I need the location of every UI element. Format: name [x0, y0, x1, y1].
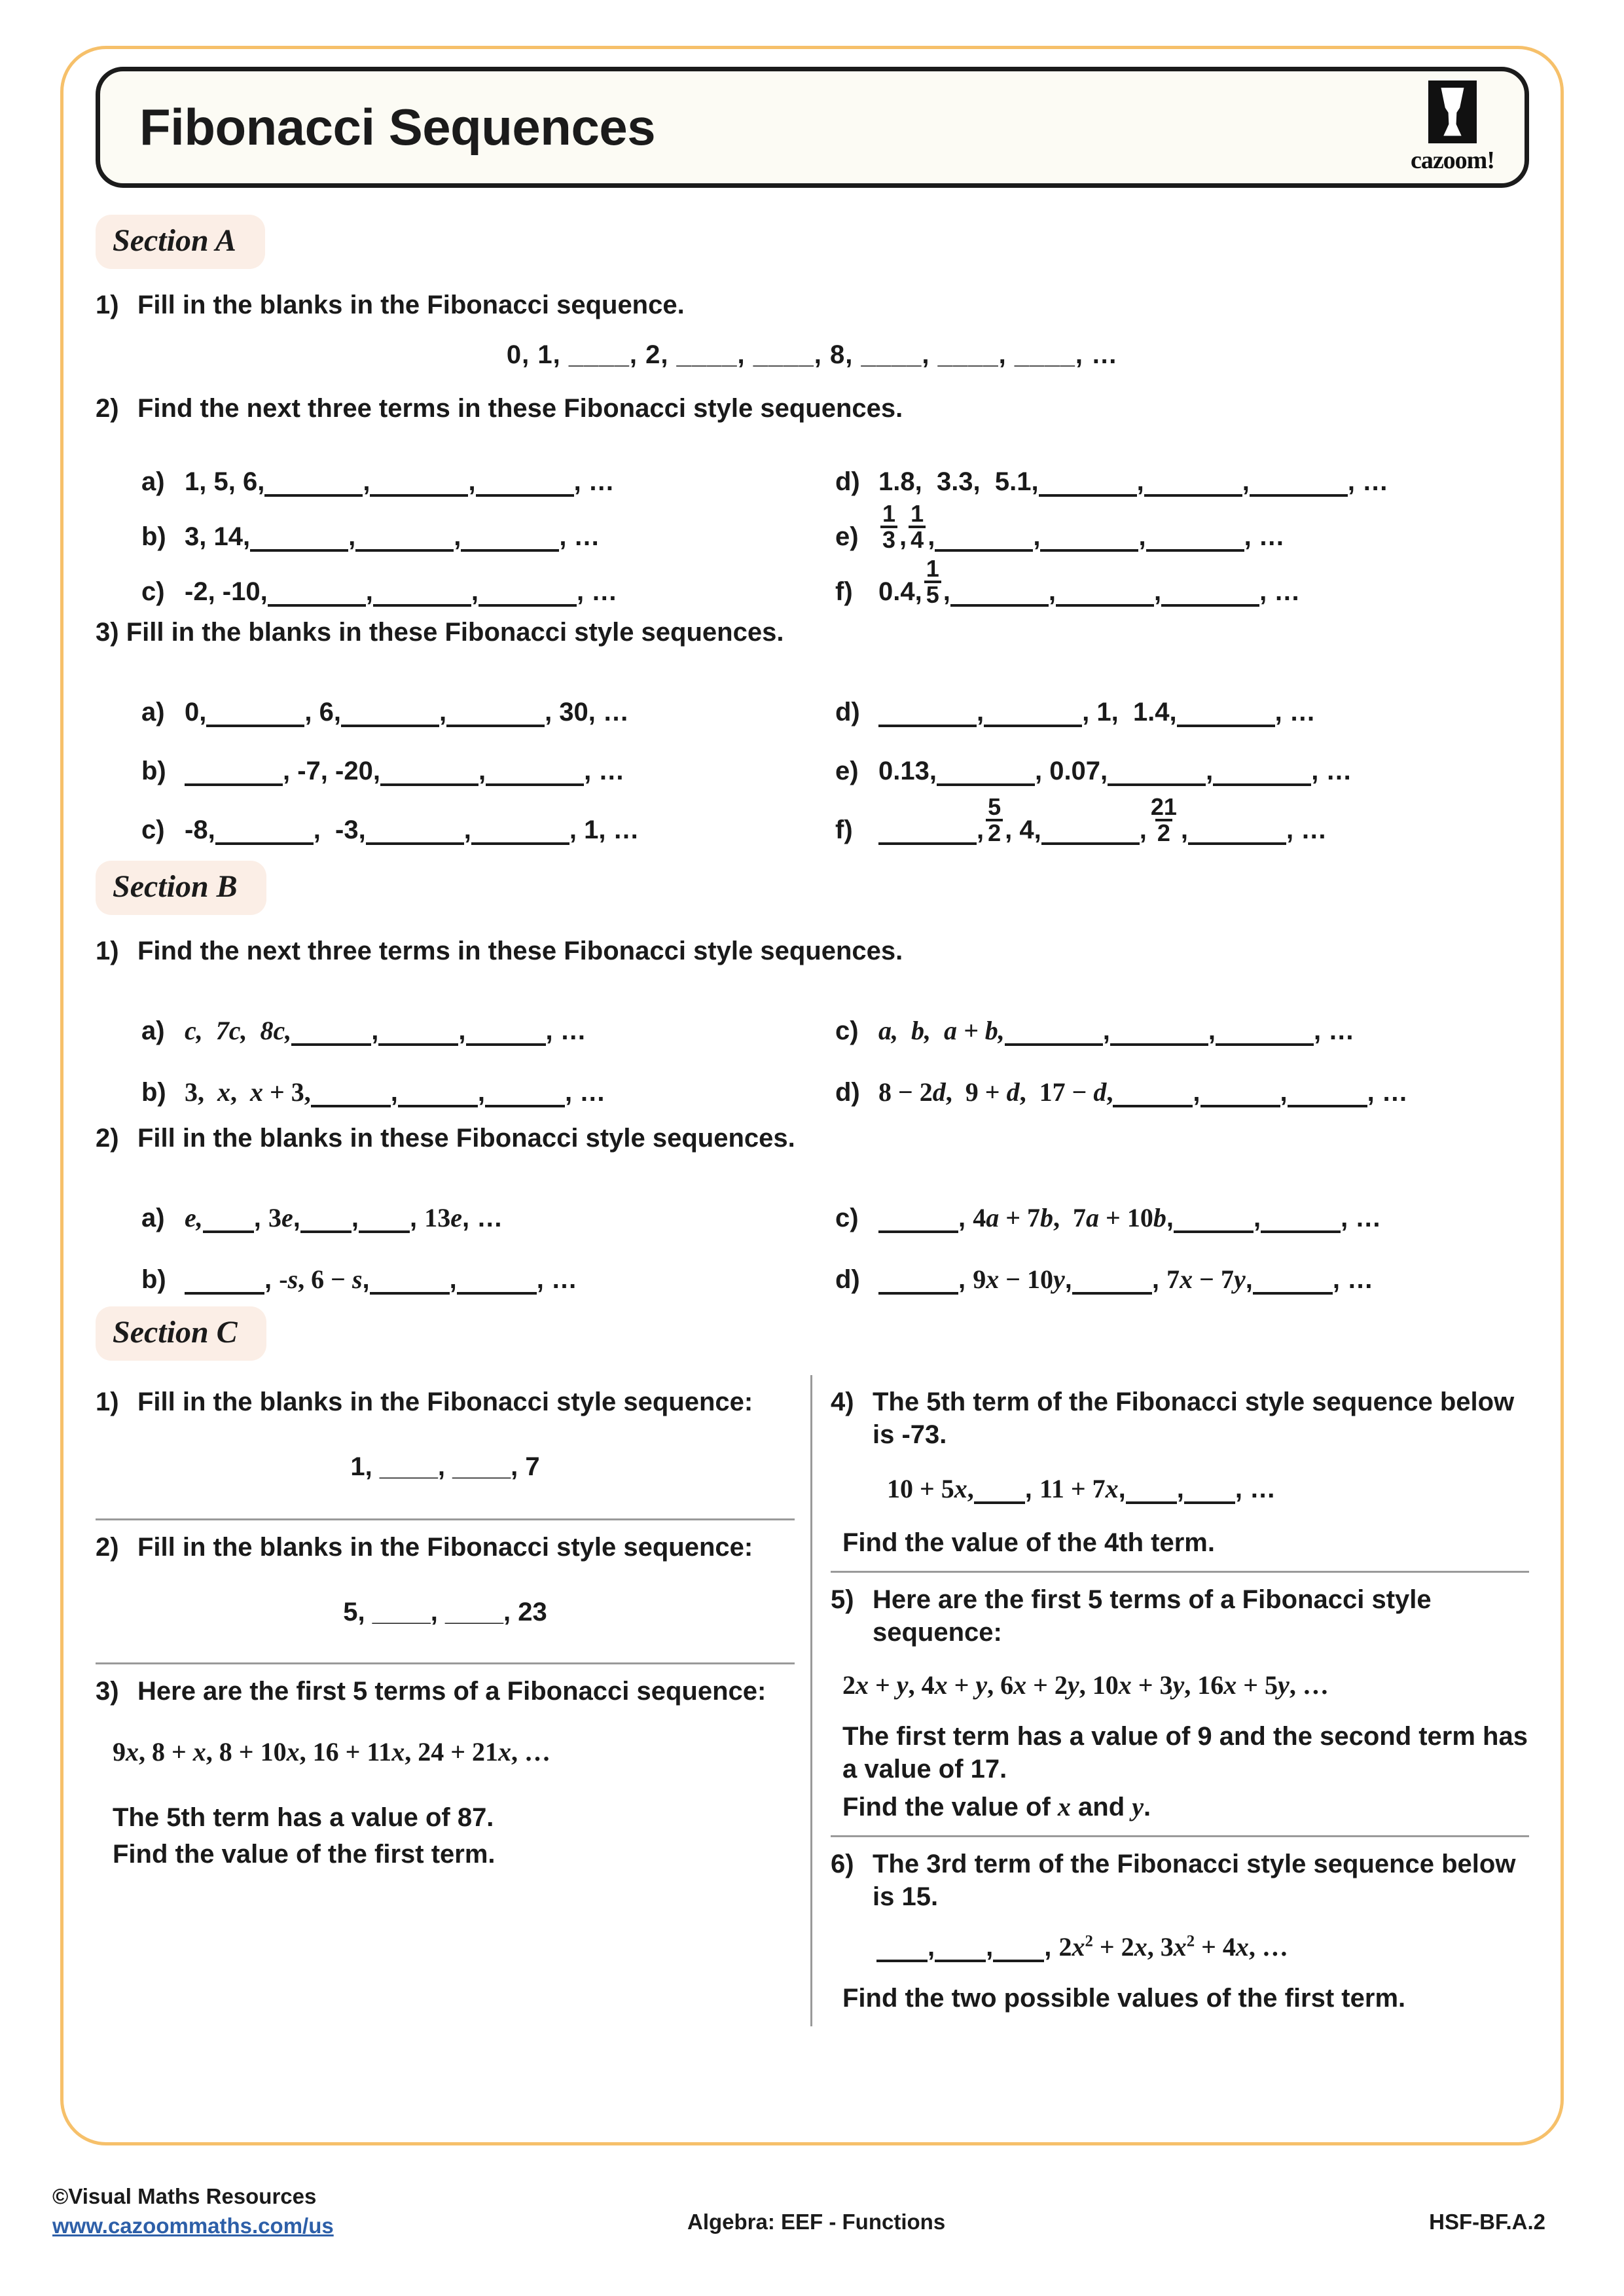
answer-blank[interactable]: [993, 1960, 1044, 1962]
item-label: a): [141, 467, 165, 496]
answer-blank[interactable]: [878, 1292, 958, 1295]
section-c-q2: [96, 1518, 795, 1662]
answer-blank[interactable]: [1177, 725, 1275, 727]
section-b-q1-d[interactable]: d) 8 − 2d, 9 + d, 17 − d, , , , …: [835, 1077, 1408, 1107]
section-c-grid: [96, 1375, 1529, 2026]
q2-number: 2): [96, 1533, 119, 1562]
logo-wordmark: cazoom!: [1410, 146, 1494, 174]
item-prefix: 3, x, x + 3,: [185, 1077, 311, 1107]
answer-blank[interactable]: [1188, 842, 1286, 845]
answer-blank[interactable]: [250, 549, 348, 552]
answer-blank[interactable]: [1040, 549, 1138, 552]
item-prefix: 3, 14,: [185, 522, 251, 551]
q1-sequence-text: 1, ____, ____, 7: [350, 1452, 540, 1481]
section-a-q1: [96, 289, 1529, 321]
q1-text: Find the next three terms in these Fibonacci style sequences.: [137, 937, 903, 965]
answer-blank[interactable]: [486, 783, 584, 786]
answer-blank[interactable]: [1161, 604, 1259, 607]
section-b-heading: Section B: [96, 861, 266, 915]
answer-blank[interactable]: [461, 549, 559, 552]
answer-blank[interactable]: [370, 1292, 450, 1295]
answer-blank[interactable]: [485, 1105, 565, 1107]
answer-blank[interactable]: [876, 1960, 928, 1962]
answer-blank[interactable]: [291, 1043, 371, 1046]
fraction-one-fifth: $\frac{1}{5}$: [924, 557, 941, 607]
item-label: d): [835, 698, 860, 726]
q2-text: Find the next three terms in these Fibonacci style sequences.: [137, 394, 903, 423]
answer-blank[interactable]: [937, 783, 1035, 786]
section-b-q1-b[interactable]: b) 3, x, x + 3, , , , …: [141, 1077, 606, 1107]
section-a-q3-e[interactable]: e) 0.13, , 0.07, , , …: [835, 757, 1352, 785]
q2-text: Fill in the blanks in the Fibonacci style sequence:: [137, 1533, 753, 1562]
section-a-q2-e[interactable]: e) $\frac{1}{3}$ , $\frac{1}{4}$ , , , , …: [835, 500, 1285, 553]
item-prefix: -2, -10,: [185, 577, 268, 606]
answer-blank[interactable]: [1184, 1501, 1235, 1504]
copyright-text: ©Visual Maths Resources: [52, 2184, 317, 2208]
hourglass-glyph: [1439, 88, 1466, 136]
q3-text: Fill in the blanks in these Fibonacci style sequences.: [126, 618, 784, 647]
section-a-q3: [96, 616, 1529, 649]
answer-blank[interactable]: [466, 1043, 546, 1046]
worksheet-content: [60, 46, 1564, 2145]
q1-sequence[interactable]: [96, 1452, 795, 1482]
answer-blank[interactable]: [1126, 1501, 1177, 1504]
answer-blank[interactable]: [355, 549, 454, 552]
item-prefix: a, b, a + b,: [878, 1016, 1005, 1045]
fraction-five-halves: $\frac{5}{2}$: [986, 795, 1003, 845]
item-label: a): [141, 1016, 165, 1045]
answer-blank[interactable]: [446, 725, 545, 727]
answer-blank[interactable]: [185, 783, 283, 786]
item-label: d): [835, 1265, 860, 1294]
item-label: c): [141, 577, 165, 606]
q2-text: Fill in the blanks in these Fibonacci style sequences.: [137, 1124, 795, 1153]
item-label: b): [141, 522, 166, 551]
section-a-heading: Section A: [96, 215, 265, 269]
section-a-q2-f[interactable]: f) 0.4, $\frac{1}{5}$ , , , , …: [835, 555, 1301, 608]
section-c-q5: [831, 1571, 1529, 1835]
q4-text: The 5th term of the Fibonacci style sequence below is -73.: [873, 1388, 1515, 1449]
item-label: b): [141, 1078, 166, 1107]
answer-blank[interactable]: [264, 494, 363, 497]
answer-blank[interactable]: [935, 549, 1033, 552]
answer-blank[interactable]: [268, 604, 366, 607]
answer-blank[interactable]: [1253, 1292, 1333, 1295]
answer-blank[interactable]: [311, 1105, 391, 1107]
section-a-q2-d[interactable]: d) 1.8, 3.3, 5.1, , , , …: [835, 467, 1389, 496]
answer-blank[interactable]: [878, 842, 977, 845]
q2-number: 2): [96, 1124, 119, 1153]
item-label: b): [141, 1265, 166, 1294]
answer-blank[interactable]: [1113, 1105, 1193, 1107]
section-c-q1: [96, 1375, 795, 1518]
item-label: c): [835, 1204, 859, 1232]
section-b-q1: [96, 935, 1529, 967]
section-a-q3-d[interactable]: d) , , 1, 1.4, , …: [835, 698, 1316, 726]
answer-blank[interactable]: [974, 1501, 1025, 1504]
fraction-twentyone-halves: $\frac{21}{2}$: [1150, 793, 1177, 846]
section-b-q2-d[interactable]: d) , 9x − 10y, , 7x − 7y, , …: [835, 1265, 1374, 1294]
answer-blank[interactable]: [378, 1043, 458, 1046]
section-c-right-column: [812, 1375, 1529, 2026]
answer-blank[interactable]: [1200, 1105, 1280, 1107]
answer-blank[interactable]: [984, 725, 1082, 727]
item-prefix: c, 7c, 8c,: [185, 1016, 292, 1045]
answer-blank[interactable]: [1250, 494, 1348, 497]
answer-blank[interactable]: [1005, 1043, 1103, 1046]
answer-blank[interactable]: [878, 725, 977, 727]
section-b-q1-a[interactable]: a) c, 7c, 8c, , , , …: [141, 1016, 586, 1045]
section-c-q3: [96, 1662, 795, 1882]
section-a-q1-sequence[interactable]: [96, 338, 1529, 371]
section-b-q2: [96, 1122, 1529, 1155]
section-a-q3-c[interactable]: c) -8, , -3, , , 1, …: [141, 816, 640, 844]
q1-text: Fill in the blanks in the Fibonacci sequence.: [137, 291, 685, 319]
fraction-one-third: $\frac{1}{3}$: [880, 502, 897, 552]
section-a-q2-b[interactable]: b) 3, 14, , , , …: [141, 522, 600, 551]
section-c-q6: [831, 1835, 1529, 2026]
q1-number: 1): [96, 291, 119, 319]
q6-number: 6): [831, 1850, 854, 1878]
answer-blank[interactable]: [373, 604, 471, 607]
q5-number: 5): [831, 1585, 854, 1614]
answer-blank[interactable]: [359, 1230, 410, 1233]
q6-text: The 3rd term of the Fibonacci style sequence below is 15.: [873, 1850, 1516, 1911]
q5-extra-1: The first term has a value of 9 and the second term has a value of 17.: [842, 1722, 1528, 1784]
answer-blank[interactable]: [1146, 549, 1244, 552]
item-label: a): [141, 698, 165, 726]
item-label: c): [835, 1016, 859, 1045]
q5-sequence: 2x + y, 4x + y, 6x + 2y, 10x + 3y, 16x + 5y, …: [842, 1670, 1329, 1700]
hourglass-drum-icon: [1428, 81, 1477, 143]
answer-blank[interactable]: [1056, 604, 1154, 607]
q4-extra-1: Find the value of the 4th term.: [842, 1528, 1215, 1557]
section-c-q4: [831, 1375, 1529, 1571]
section-a-q3-f[interactable]: f) , $\frac{5}{2}$ , 4, , $\frac{21}{2}$ , , …: [835, 793, 1327, 846]
answer-blank[interactable]: [1261, 1230, 1341, 1233]
answer-blank[interactable]: [341, 725, 439, 727]
q3-extra-1: The 5th term has a value of 87.: [113, 1803, 494, 1832]
section-b-q1-c[interactable]: c) a, b, a + b, , , , …: [835, 1016, 1355, 1045]
item-label: b): [141, 757, 166, 785]
q6-extra-1: Find the two possible values of the first term.: [842, 1984, 1406, 2013]
answer-blank[interactable]: [1110, 1043, 1208, 1046]
item-prefix: 8 − 2d, 9 + d, 17 − d,: [878, 1077, 1113, 1107]
answer-blank[interactable]: [878, 1230, 958, 1233]
q1-number: 1): [96, 1388, 119, 1416]
answer-blank[interactable]: [1213, 783, 1311, 786]
answer-blank[interactable]: [1288, 1105, 1367, 1107]
answer-blank[interactable]: [457, 1292, 537, 1295]
item-prefix: 0.4,: [878, 577, 922, 606]
website-link[interactable]: www.cazoommaths.com/us: [52, 2213, 334, 2238]
section-c-heading: Section C: [96, 1306, 266, 1361]
answer-blank[interactable]: [471, 842, 569, 845]
q5-extra-2: Find the value of x and y.: [842, 1792, 1151, 1821]
q3-text: Here are the first 5 terms of a Fibonacci sequence:: [137, 1677, 767, 1706]
q3-extra-2: Find the value of the first term.: [113, 1840, 496, 1869]
title-bar: [96, 67, 1529, 188]
item-label: e): [835, 757, 859, 785]
answer-blank[interactable]: [478, 604, 577, 607]
page-title: Fibonacci Sequences: [139, 98, 656, 156]
answer-blank[interactable]: [366, 842, 464, 845]
section-b-q2-b[interactable]: b) , -s, 6 − s, , , …: [141, 1265, 577, 1294]
section-a-q3-a[interactable]: a) 0, , 6, , , 30, …: [141, 698, 630, 726]
answer-blank[interactable]: [1041, 842, 1140, 845]
answer-blank[interactable]: [398, 1105, 478, 1107]
item-prefix: 1.8, 3.3, 5.1,: [878, 467, 1039, 496]
answer-blank[interactable]: [1174, 1230, 1254, 1233]
footer-topic: Algebra: EEF - Functions: [687, 2210, 946, 2234]
item-label: e): [835, 522, 859, 551]
footer-standard-code: HSF-BF.A.2: [1429, 2210, 1545, 2234]
q3-number: 3): [96, 1677, 119, 1706]
answer-blank[interactable]: [370, 494, 468, 497]
section-b-q2-a[interactable]: a) e, , 3e, , , 13e, …: [141, 1203, 503, 1232]
q2-sequence[interactable]: [96, 1598, 795, 1627]
answer-blank[interactable]: [476, 494, 574, 497]
q3-number: 3): [96, 618, 119, 647]
cazoom-logo: [1411, 81, 1494, 175]
answer-blank[interactable]: [950, 604, 1049, 607]
answer-blank[interactable]: [185, 1292, 264, 1295]
answer-blank[interactable]: [1216, 1043, 1314, 1046]
item-label: c): [141, 816, 165, 844]
item-label: d): [835, 1078, 860, 1107]
q4-number: 4): [831, 1388, 854, 1416]
answer-blank[interactable]: [206, 725, 304, 727]
section-a-q2: [96, 392, 1529, 425]
answer-blank[interactable]: [1108, 783, 1206, 786]
section-a-q2-c[interactable]: c) -2, -10, , , , …: [141, 577, 618, 606]
answer-blank[interactable]: [215, 842, 314, 845]
section-c-left-column: [96, 1375, 812, 2026]
answer-blank[interactable]: [380, 783, 478, 786]
item-prefix: 1, 5, 6,: [185, 467, 265, 496]
footer-left: [52, 2182, 334, 2240]
q3-sequence: 9x, 8 + x, 8 + 10x, 16 + 11x, 24 + 21x, …: [113, 1737, 550, 1767]
q4-sequence[interactable]: 10 + 5x, , 11 + 7x, , , …: [887, 1474, 1276, 1503]
answer-blank[interactable]: [1144, 494, 1242, 497]
q1-sequence-text: 0, 1, ____, 2, ____, ____, 8, ____, ____, ____, …: [506, 340, 1119, 369]
page-footer: [0, 2176, 1624, 2280]
answer-blank[interactable]: [300, 1230, 352, 1233]
q1-text: Fill in the blanks in the Fibonacci style sequence:: [137, 1388, 753, 1416]
item-label: f): [835, 577, 853, 606]
item-label: f): [835, 816, 853, 844]
q2-number: 2): [96, 394, 119, 423]
q6-sequence[interactable]: , , , $2x^2 + 2x$, $3x^2 + 4x$, …: [831, 1931, 1529, 1962]
answer-blank[interactable]: [1072, 1292, 1152, 1295]
section-a-q2-a[interactable]: a) 1, 5, 6, , , , …: [141, 467, 615, 496]
item-label: a): [141, 1204, 165, 1232]
answer-blank[interactable]: [1039, 494, 1137, 497]
answer-blank[interactable]: [203, 1230, 254, 1233]
section-b-q2-c[interactable]: c) , 4a + 7b, 7a + 10b, , , …: [835, 1203, 1382, 1232]
answer-blank[interactable]: [935, 1960, 986, 1962]
section-a-q3-b[interactable]: b) , -7, -20, , , …: [141, 757, 625, 785]
q1-number: 1): [96, 937, 119, 965]
fraction-one-quarter: $\frac{1}{4}$: [909, 502, 926, 552]
q5-text: Here are the first 5 terms of a Fibonacci style sequence:: [873, 1585, 1432, 1647]
q2-sequence-text: 5, ____, ____, 23: [343, 1598, 547, 1626]
item-label: d): [835, 467, 860, 496]
